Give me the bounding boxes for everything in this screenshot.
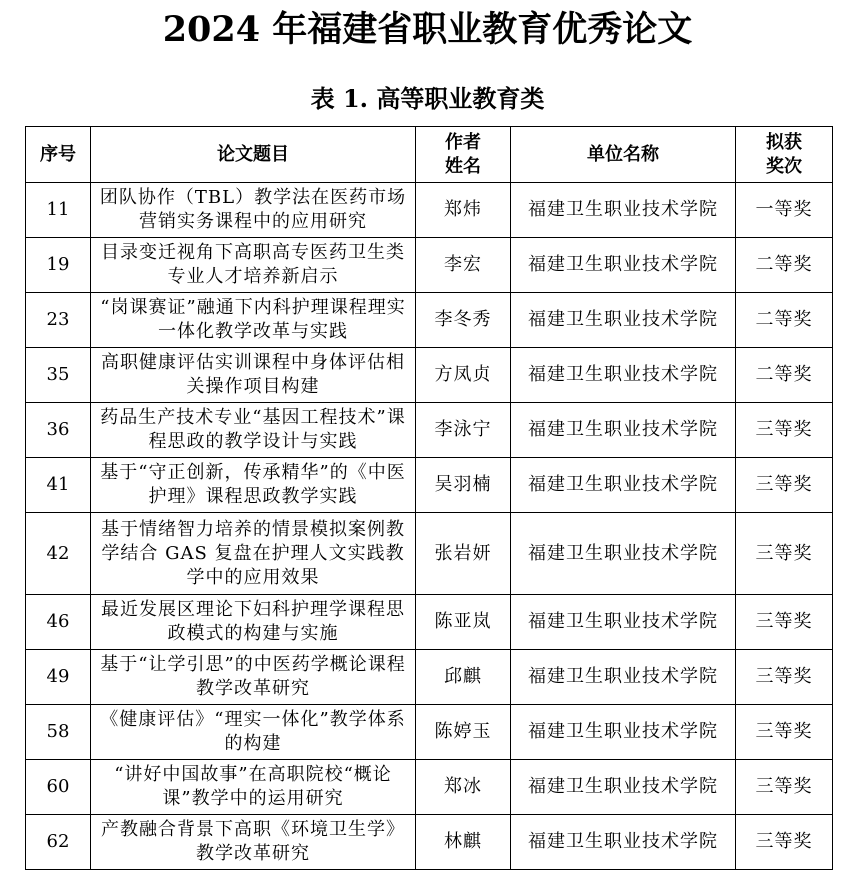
row-author: 李泳宁 bbox=[416, 403, 511, 458]
header-index: 序号 bbox=[26, 127, 91, 183]
table-row bbox=[26, 513, 833, 595]
row-award: 三等奖 bbox=[736, 513, 833, 595]
row-author: 方凤贞 bbox=[416, 348, 511, 403]
row-institution: 福建卫生职业技术学院 bbox=[511, 183, 736, 238]
table-row bbox=[26, 293, 833, 348]
row-institution: 福建卫生职业技术学院 bbox=[511, 293, 736, 348]
row-institution: 福建卫生职业技术学院 bbox=[511, 595, 736, 650]
row-award: 三等奖 bbox=[736, 650, 833, 705]
table-row bbox=[26, 650, 833, 705]
row-award: 三等奖 bbox=[736, 705, 833, 760]
header-paper-title: 论文题目 bbox=[91, 127, 416, 183]
row-award: 二等奖 bbox=[736, 348, 833, 403]
row-paper-title: “讲好中国故事”在高职院校“概论课”教学中的运用研究 bbox=[91, 760, 416, 815]
row-institution: 福建卫生职业技术学院 bbox=[511, 348, 736, 403]
row-institution: 福建卫生职业技术学院 bbox=[511, 403, 736, 458]
row-award: 一等奖 bbox=[736, 183, 833, 238]
page-title: 2024 年福建省职业教育优秀论文 bbox=[162, 9, 693, 50]
row-institution: 福建卫生职业技术学院 bbox=[511, 650, 736, 705]
row-index: 41 bbox=[26, 458, 91, 513]
table-row bbox=[26, 183, 833, 238]
row-institution: 福建卫生职业技术学院 bbox=[511, 760, 736, 815]
row-award: 二等奖 bbox=[736, 238, 833, 293]
row-index: 46 bbox=[26, 595, 91, 650]
row-award: 三等奖 bbox=[736, 403, 833, 458]
table-row bbox=[26, 348, 833, 403]
header-award: 拟获奖次 bbox=[736, 127, 833, 183]
award-table bbox=[25, 126, 833, 870]
row-index: 42 bbox=[26, 513, 91, 595]
row-paper-title: 基于“守正创新，传承精华”的《中医护理》课程思政教学实践 bbox=[91, 458, 416, 513]
row-paper-title: 目录变迁视角下高职高专医药卫生类专业人才培养新启示 bbox=[91, 238, 416, 293]
row-index: 23 bbox=[26, 293, 91, 348]
row-author: 张岩妍 bbox=[416, 513, 511, 595]
row-institution: 福建卫生职业技术学院 bbox=[511, 458, 736, 513]
row-index: 62 bbox=[26, 815, 91, 870]
row-author: 邱麒 bbox=[416, 650, 511, 705]
table-row bbox=[26, 403, 833, 458]
row-award: 二等奖 bbox=[736, 293, 833, 348]
row-paper-title: 产教融合背景下高职《环境卫生学》教学改革研究 bbox=[91, 815, 416, 870]
table-row bbox=[26, 595, 833, 650]
table-row bbox=[26, 705, 833, 760]
row-index: 11 bbox=[26, 183, 91, 238]
row-author: 陈亚岚 bbox=[416, 595, 511, 650]
row-paper-title: 药品生产技术专业“基因工程技术”课程思政的教学设计与实践 bbox=[91, 403, 416, 458]
row-author: 陈婷玉 bbox=[416, 705, 511, 760]
table-caption: 表 1. 高等职业教育类 bbox=[310, 84, 545, 113]
row-index: 58 bbox=[26, 705, 91, 760]
row-award: 三等奖 bbox=[736, 458, 833, 513]
row-institution: 福建卫生职业技术学院 bbox=[511, 513, 736, 595]
table-row bbox=[26, 815, 833, 870]
row-institution: 福建卫生职业技术学院 bbox=[511, 238, 736, 293]
row-institution: 福建卫生职业技术学院 bbox=[511, 705, 736, 760]
table-row bbox=[26, 760, 833, 815]
row-paper-title: 基于“让学引思”的中医药学概论课程教学改革研究 bbox=[91, 650, 416, 705]
header-institution: 单位名称 bbox=[511, 127, 736, 183]
row-author: 吴羽楠 bbox=[416, 458, 511, 513]
row-institution: 福建卫生职业技术学院 bbox=[511, 815, 736, 870]
header-author: 作者姓名 bbox=[416, 127, 511, 183]
row-index: 36 bbox=[26, 403, 91, 458]
table-row bbox=[26, 238, 833, 293]
row-author: 李宏 bbox=[416, 238, 511, 293]
row-author: 李冬秀 bbox=[416, 293, 511, 348]
row-award: 三等奖 bbox=[736, 595, 833, 650]
table-row bbox=[26, 458, 833, 513]
row-paper-title: 基于情绪智力培养的情景模拟案例教学结合 GAS 复盘在护理人文实践教学中的应用效果 bbox=[91, 513, 416, 595]
row-author: 郑炜 bbox=[416, 183, 511, 238]
row-paper-title: 团队协作（TBL）教学法在医药市场营销实务课程中的应用研究 bbox=[91, 183, 416, 238]
row-index: 49 bbox=[26, 650, 91, 705]
row-author: 林麒 bbox=[416, 815, 511, 870]
row-paper-title: 高职健康评估实训课程中身体评估相关操作项目构建 bbox=[91, 348, 416, 403]
row-award: 三等奖 bbox=[736, 760, 833, 815]
table-header-row bbox=[26, 127, 833, 183]
row-paper-title: 《健康评估》“理实一体化”教学体系的构建 bbox=[91, 705, 416, 760]
row-paper-title: 最近发展区理论下妇科护理学课程思政模式的构建与实施 bbox=[91, 595, 416, 650]
row-award: 三等奖 bbox=[736, 815, 833, 870]
row-paper-title: “岗课赛证”融通下内科护理课程理实一体化教学改革与实践 bbox=[91, 293, 416, 348]
row-index: 35 bbox=[26, 348, 91, 403]
row-index: 19 bbox=[26, 238, 91, 293]
row-author: 郑冰 bbox=[416, 760, 511, 815]
row-index: 60 bbox=[26, 760, 91, 815]
